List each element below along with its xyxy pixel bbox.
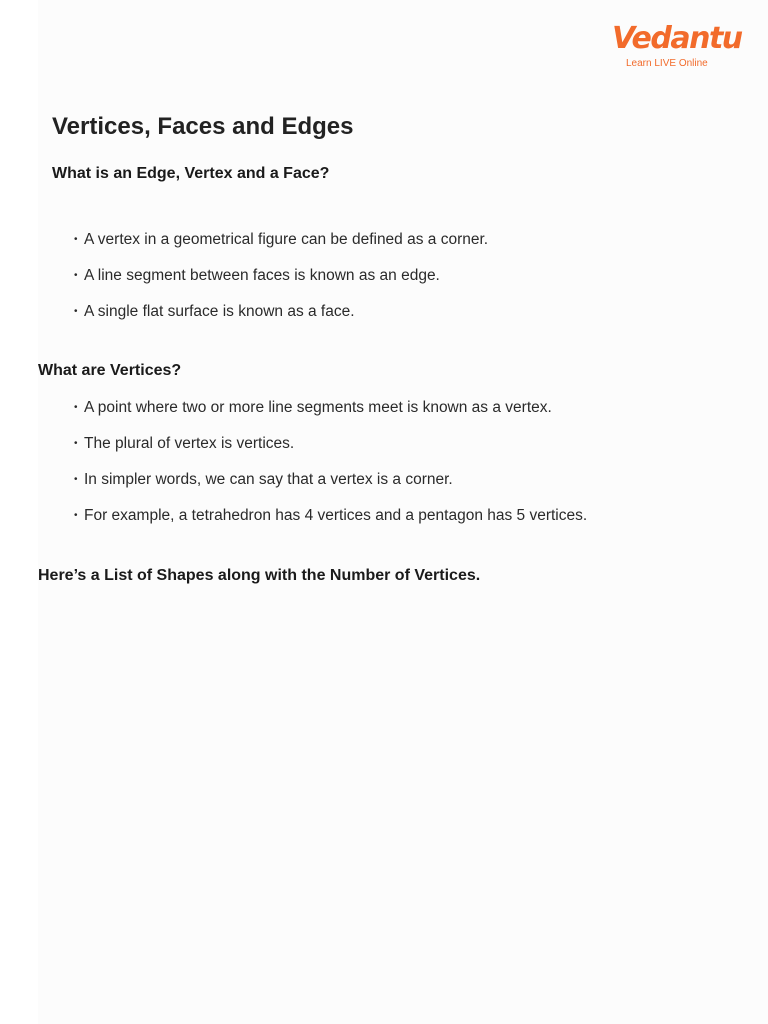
- vedantu-logo[interactable]: [612, 20, 742, 72]
- list-item: • A single flat surface is known as a face.: [74, 303, 355, 320]
- list-item: • A line segment between faces is known as an edge.: [74, 267, 440, 284]
- section-heading-vertices: What are Vertices?: [38, 362, 182, 379]
- list-item: • A vertex in a geometrical figure can be defined as a corner.: [74, 231, 489, 248]
- section-heading-edge-vertex-face: What is an Edge, Vertex and a Face?: [52, 165, 330, 182]
- section2-bullet-list: [74, 398, 587, 542]
- list-item: • For example, a tetrahedron has 4 vertices and a pentagon has 5 vertices.: [74, 507, 588, 524]
- list-item: • A point where two or more line segments meet is known as a vertex.: [74, 399, 552, 416]
- list-item: • The plural of vertex is vertices.: [74, 435, 295, 452]
- section1-bullet-list: [74, 230, 488, 338]
- bullet-icon: •: [74, 438, 78, 449]
- bullet-icon: •: [74, 270, 78, 281]
- section-heading-shapes-list: Here’s a List of Shapes along with the Number of Vertices.: [38, 567, 481, 584]
- page-title: Vertices, Faces and Edges: [52, 113, 354, 140]
- logo-wordmark: Vedantu: [612, 21, 742, 56]
- list-item: • In simpler words, we can say that a vertex is a corner.: [74, 471, 453, 488]
- bullet-icon: •: [74, 402, 78, 413]
- bullet-icon: •: [74, 474, 78, 485]
- bullet-icon: •: [74, 510, 78, 521]
- bullet-icon: •: [74, 306, 78, 317]
- logo-tagline: Learn LIVE Online: [626, 58, 708, 69]
- bullet-icon: •: [74, 234, 78, 245]
